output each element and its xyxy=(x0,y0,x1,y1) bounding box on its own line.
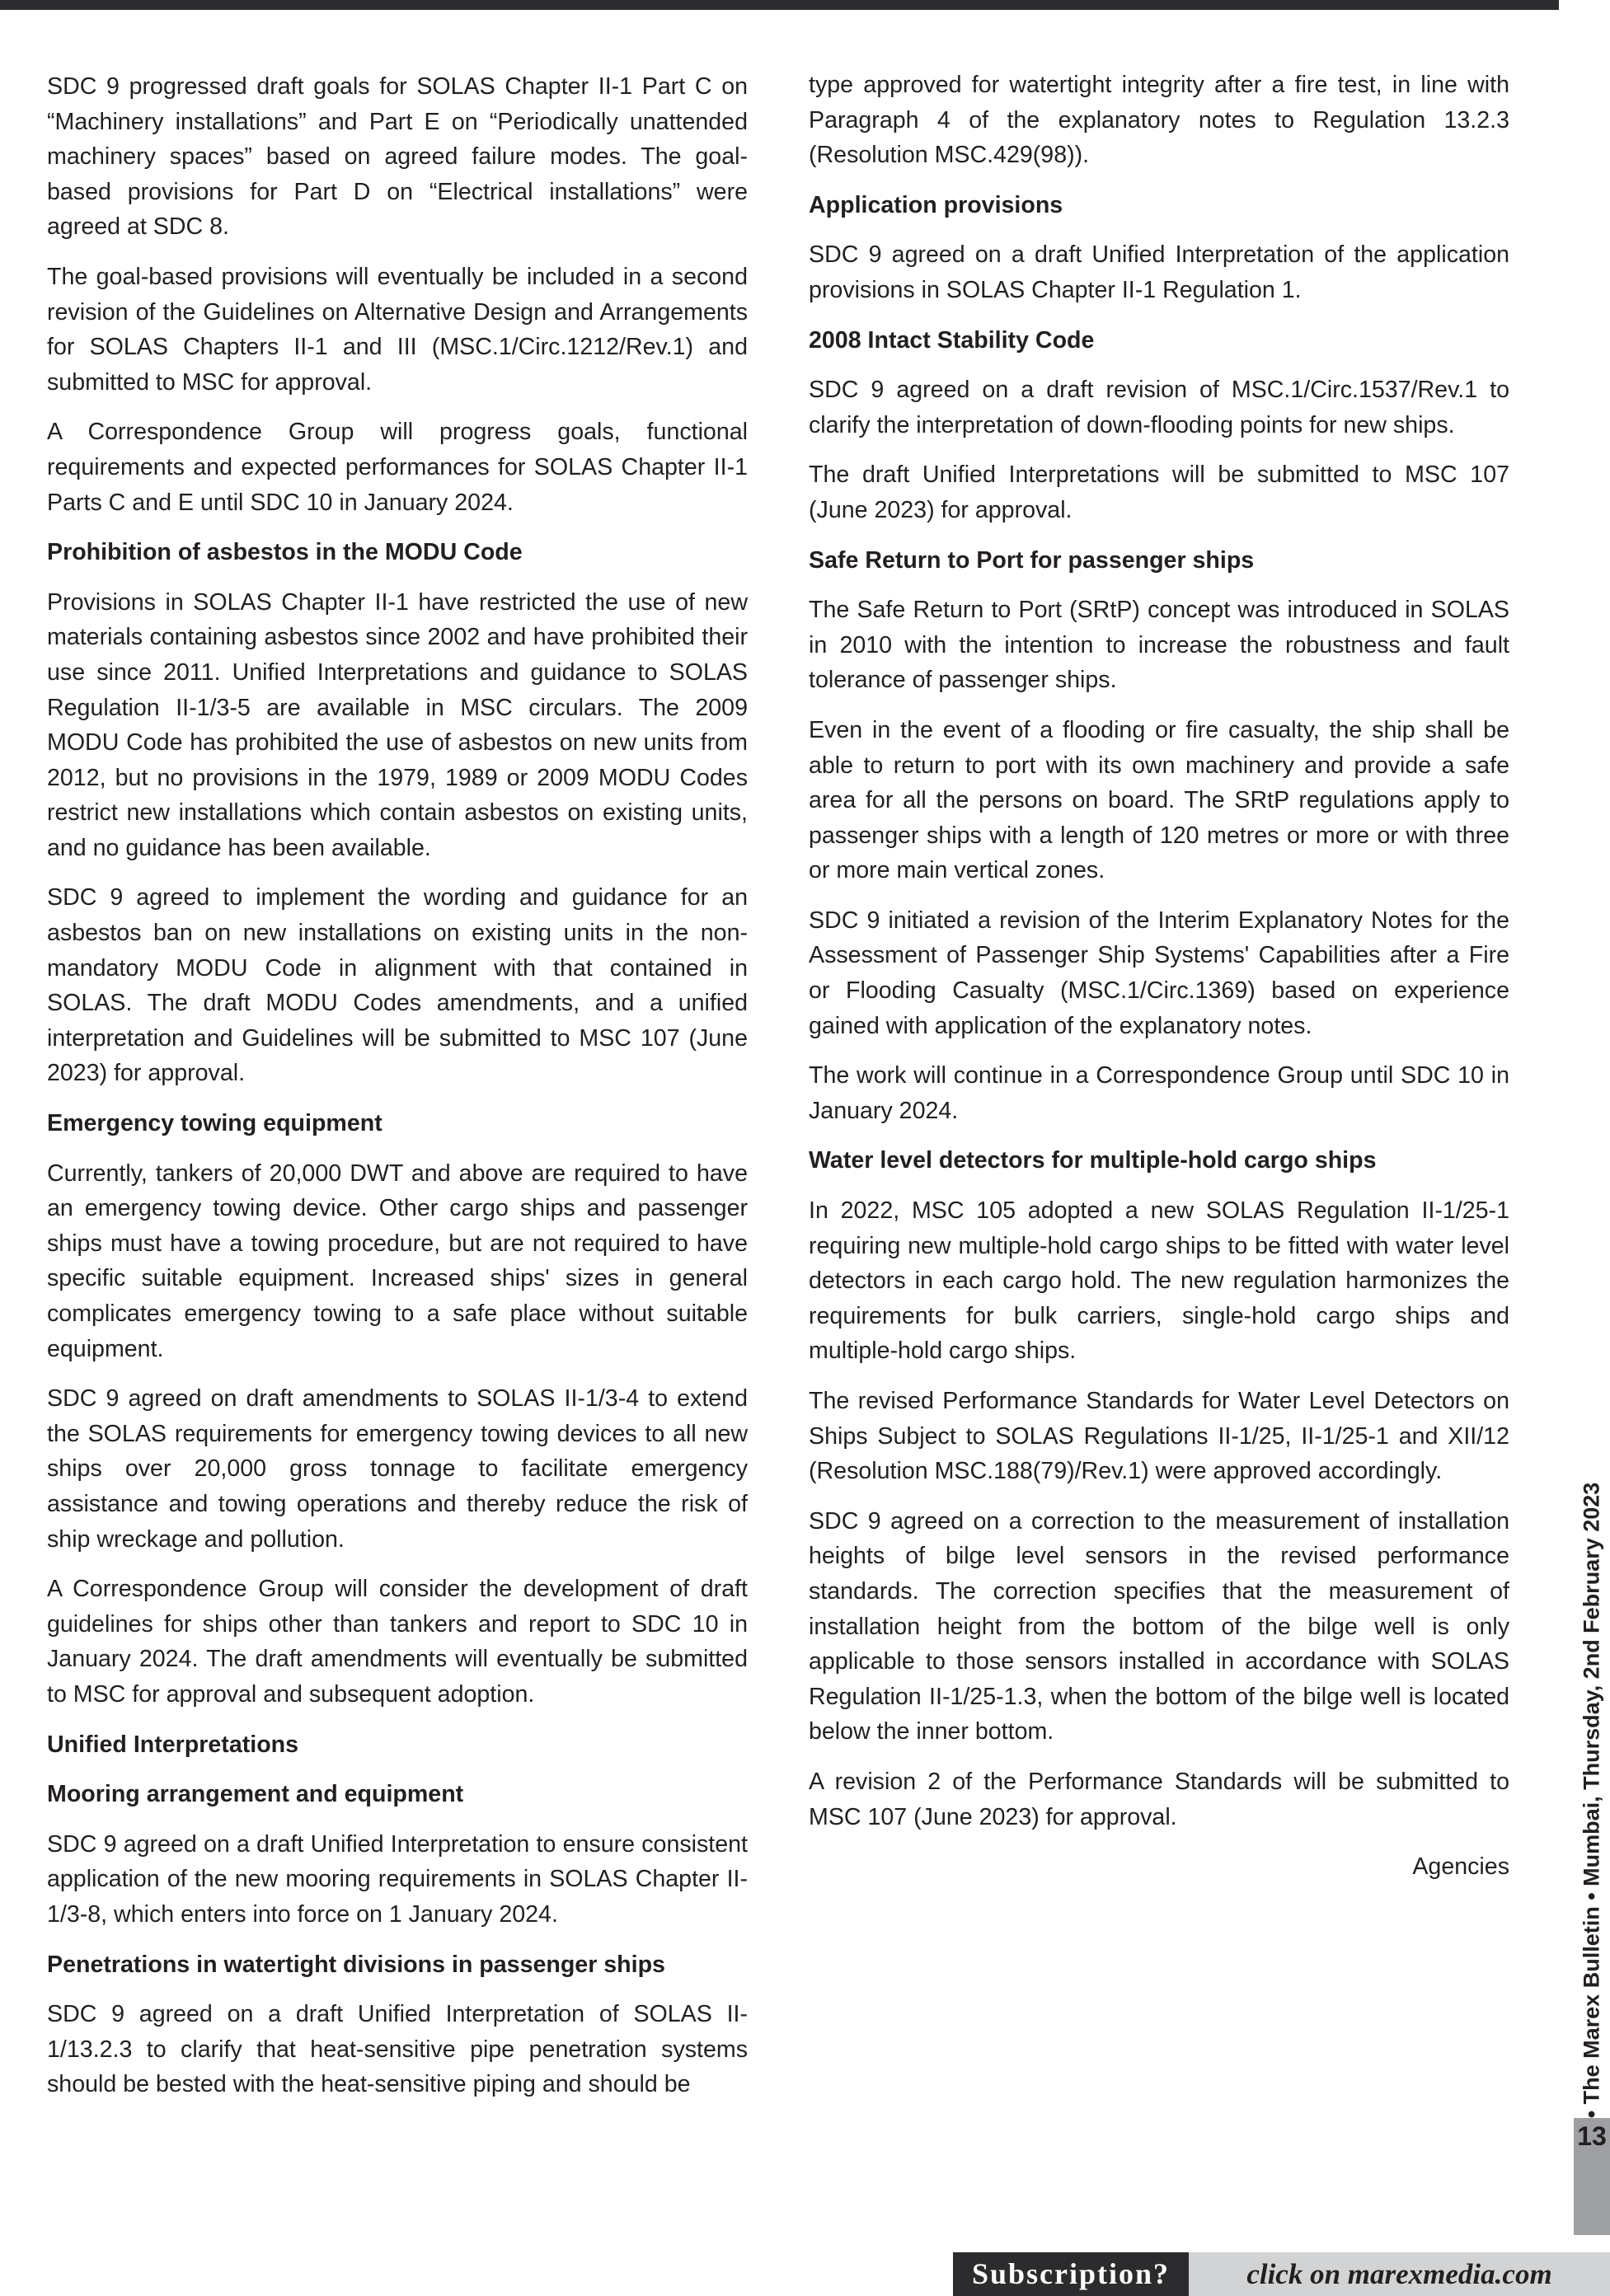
paragraph: SDC 9 agreed on draft amendments to SOLAS II-1/3-4 to extend the SOLAS requirements for emergency towing devices to all new ships over 20,000 gross tonnage to facilitate emergency assistance and towing operations and thereby reduce the risk of ship wreckage and pollution. xyxy=(47,1385,748,1553)
paragraph: The draft Unified Interpretations will be submitted to MSC 107 (June 2023) for approval. xyxy=(809,462,1509,523)
section-heading-application: Application provisions xyxy=(809,191,1063,218)
left-column xyxy=(47,69,748,2117)
section-heading-water-level: Water level detectors for multiple-hold cargo ships xyxy=(809,1147,1377,1174)
paragraph: Currently, tankers of 20,000 DWT and above are required to have an emergency towing device. Other cargo ships and passenger ships must have a towing procedure, but are not required to have specific suitable equipment. Increased ships' sizes in general complicates emergency towing to a safe place without suitable equipment. xyxy=(47,1160,748,1362)
section-heading-towing: Emergency towing equipment xyxy=(47,1110,383,1137)
paragraph: Provisions in SOLAS Chapter II-1 have restricted the use of new materials containing asbestos since 2002 and have prohibited their use since 2011. Unified Interpretations and guidance to SOLAS Regulation II-1/3-5 are available in MSC circulars. The 2009 MODU Code has prohibited the use of asbestos on new units from 2012, but no provisions in the 1979, 1989 or 2009 MODU Codes restrict new installations which contain asbestos on existing units, and no guidance has been available. xyxy=(47,588,748,861)
paragraph: SDC 9 agreed to implement the wording and guidance for an asbestos ban on new installations on existing units in the non-mandatory MODU Code in alignment with that contained in SOLAS. The draft MODU Codes amendments, and a unified interpretation and Guidelines will be submitted to MSC 107 (June 2023) for approval. xyxy=(47,884,748,1087)
section-heading-penetrations: Penetrations in watertight divisions in passenger ships xyxy=(47,1951,665,1978)
running-title xyxy=(1574,1482,1610,2118)
paragraph: A Correspondence Group will consider the development of draft guidelines for ships other than tankers and report to SDC 10 in January 2024. The draft amendments will eventually be submitted to MSC for approval and subsequent adoption. xyxy=(47,1576,748,1708)
paragraph: SDC 9 agreed on a correction to the measurement of installation heights of bilge level sensors in the revised performance standards. The correction specifies that the measurement of installation height from the bottom of the bilge well is only applicable to those sensors installed in accordance with SOLAS Regulation II-1/25-1.3, when the bottom of the bilge well is located below the inner bottom. xyxy=(809,1507,1509,1745)
paragraph: A Correspondence Group will progress goals, functional requirements and expected performances for SOLAS Chapter II-1 Parts C and E until SDC 10 in January 2024. xyxy=(47,419,748,516)
section-heading-mooring: Mooring arrangement and equipment xyxy=(47,1781,464,1808)
subscription-link[interactable]: click on marexmedia.com xyxy=(1189,2252,1610,2296)
right-column xyxy=(809,68,1509,1900)
paragraph: The work will continue in a Correspondence Group until SDC 10 in January 2024. xyxy=(809,1062,1509,1124)
section-heading-stability: 2008 Intact Stability Code xyxy=(809,326,1095,354)
section-heading-asbestos: Prohibition of asbestos in the MODU Code xyxy=(47,539,523,566)
top-rule xyxy=(0,0,1559,10)
paragraph: A revision 2 of the Performance Standards will be submitted to MSC 107 (June 2023) for approval. xyxy=(809,1768,1509,1830)
paragraph: type approved for watertight integrity after a fire test, in line with Paragraph 4 of the explanatory notes to Regulation 13.2.3 (Resolution MSC.429(98)). xyxy=(809,72,1509,169)
paragraph: In 2022, MSC 105 adopted a new SOLAS Regulation II-1/25-1 requiring new multiple-hold cargo ships to be fitted with water level detectors in each cargo hold. The new regulation harmonizes the requirements for bulk carriers, single-hold cargo ships and multiple-hold cargo ships. xyxy=(809,1197,1509,1365)
paragraph: SDC 9 progressed draft goals for SOLAS Chapter II-1 Part C on “Machinery installations” and Part E on “Periodically unattended machinery spaces” based on agreed failure modes. The goal-based provisions for Part D on “Electrical installations” were agreed at SDC 8. xyxy=(47,73,748,241)
paragraph: SDC 9 agreed on a draft Unified Interpretation of SOLAS II-1/13.2.3 to clarify that heat-sensitive pipe penetration systems should be bested with the heat-sensitive piping and should be xyxy=(47,2001,748,2098)
section-heading-unified: Unified Interpretations xyxy=(47,1731,299,1758)
source-credit: Agencies xyxy=(1412,1853,1509,1881)
section-heading-srtp: Safe Return to Port for passenger ships xyxy=(809,546,1255,574)
paragraph: SDC 9 agreed on a draft Unified Interpretation of the application provisions in SOLAS Chapter II-1 Regulation 1. xyxy=(809,241,1509,303)
paragraph: SDC 9 agreed on a draft Unified Interpretation to ensure consistent application of the new mooring requirements in SOLAS Chapter II-1/3-8, which enters into force on 1 January 2024. xyxy=(47,1830,748,1928)
subscription-label[interactable]: Subscription? xyxy=(953,2252,1189,2296)
paragraph: The goal-based provisions will eventually be included in a second revision of the Guidelines on Alternative Design and Arrangements for SOLAS Chapters II-1 and III (MSC.1/Circ.1212/Rev.1) and submitted to MSC for approval. xyxy=(47,263,748,396)
paragraph: The Safe Return to Port (SRtP) concept was introduced in SOLAS in 2010 with the intention to increase the robustness and fault tolerance of passenger ships. xyxy=(809,597,1509,694)
paragraph: SDC 9 agreed on a draft revision of MSC.1/Circ.1537/Rev.1 to clarify the interpretation of down-flooding points for new ships. xyxy=(809,377,1509,438)
paragraph: The revised Performance Standards for Water Level Detectors on Ships Subject to SOLAS Regulations II-1/25, II-1/25-1 and XII/12 (Resolution MSC.188(79)/Rev.1) were approved accordingly. xyxy=(809,1388,1509,1485)
paragraph: Even in the event of a flooding or fire casualty, the ship shall be able to return to port with its own machinery and provide a safe area for all the persons on board. The SRtP regulations apply to passenger ships with a length of 120 metres or more or with three or more main vertical zones. xyxy=(809,716,1509,884)
running-title-text: • The Marex Bulletin • Mumbai, Thursday, 2nd February 2023 xyxy=(1579,1482,1604,2118)
paragraph: SDC 9 initiated a revision of the Interim Explanatory Notes for the Assessment of Passenger Ship Systems' Capabilities after a Fire or Flooding Casualty (MSC.1/Circ.1369) based on experience gained with application of the explanatory notes. xyxy=(809,907,1509,1039)
page-number: 13 xyxy=(1577,2121,1607,2151)
